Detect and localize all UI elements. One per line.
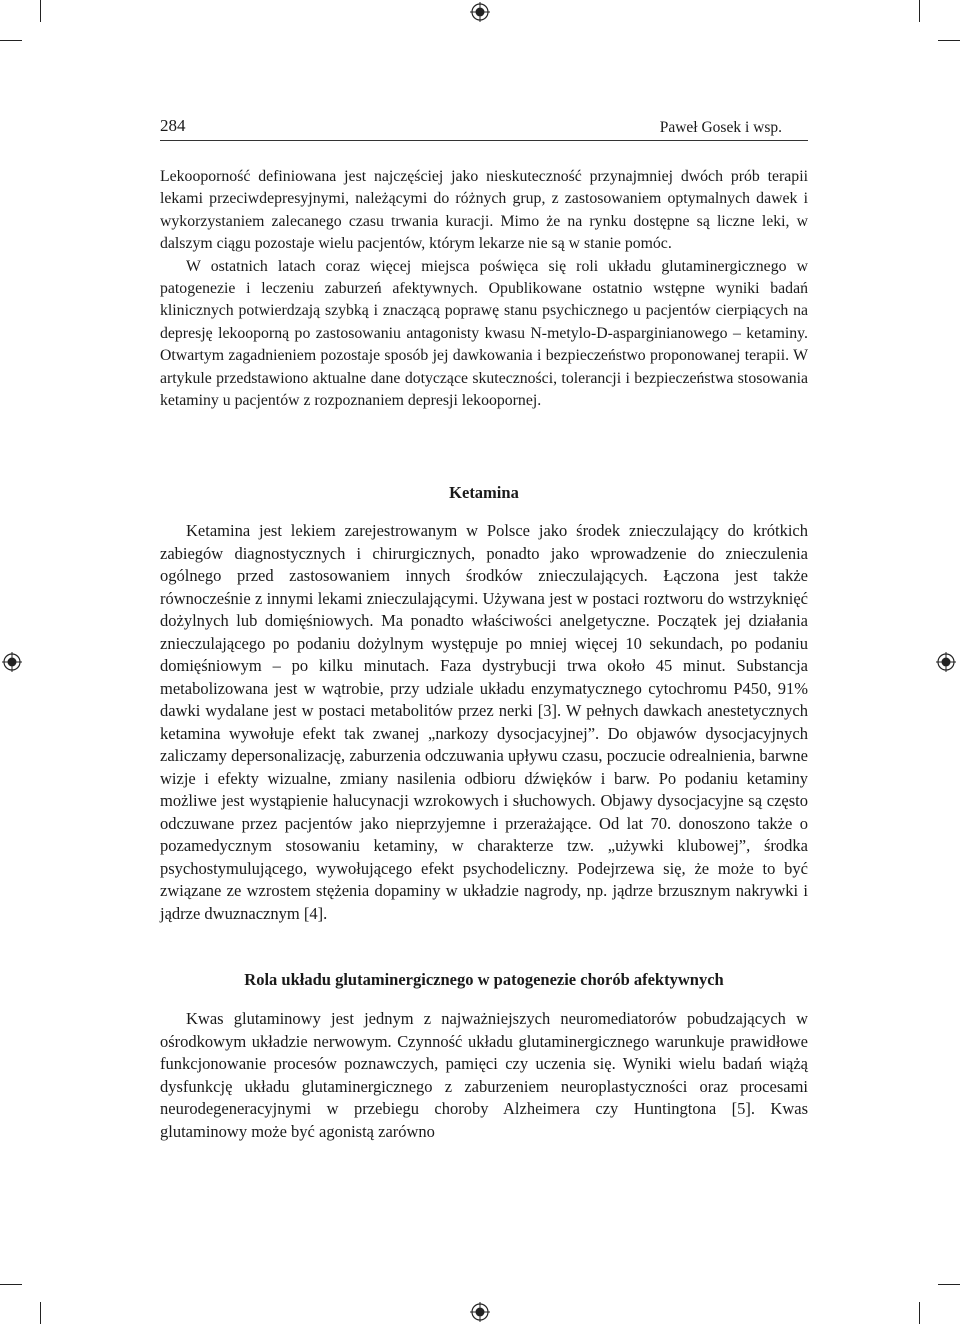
abstract-paragraph: W ostatnich latach coraz więcej miejsca poświęca się roli układu glutaminergicznego w patogenezie i leczeniu zaburzeń afektywnych. Opublikowane ostatnio wstępne wyniki badań klinicznych potwierdzają szybką i znaczącą poprawę stanu psychicznego u pacjentów cierpiących na depresję lekooporną po zastosowaniu antagonisty kwasu N-metylo-D-asparginianowego – ketaminy. Otwartym zagadnieniem pozostaje sposób jej dawkowania i bezpieczeństwo proponowanej terapii. W artykule przedstawiono aktualne dane dotyczące skuteczności, tolerancji i bezpieczeństwa stosowania ketaminy u pacjentów z rozpoznaniem depresji lekoopornej. xyxy=(160,257,808,410)
page-header xyxy=(160,116,808,141)
crop-mark-top-right-h xyxy=(938,40,960,41)
registration-mark-icon xyxy=(470,2,490,22)
crop-mark-bottom-left xyxy=(40,1302,41,1324)
crop-mark-top-left xyxy=(40,0,41,22)
registration-mark-icon xyxy=(2,652,22,672)
running-head: Paweł Gosek i wsp. xyxy=(659,119,782,136)
abstract-paragraph: Lekooporność definiowana jest najczęściej jako nieskuteczność przynajmniej dwóch prób terapii lekami przeciwdepresyjnymi, należącymi do różnych grup, z zastosowaniem optymalnych dawek i wykorzystaniem zalecanego czasu trwania kuracji. Mimo że na rynku dostępne są liczne leki, w dalszym ciągu pozostaje wielu pacjentów, którym lekarze nie są w stanie pomóc. xyxy=(160,168,808,253)
page-number: 284 xyxy=(160,116,186,135)
crop-mark-top-left-h xyxy=(0,40,22,41)
crop-mark-bottom-right xyxy=(919,1302,920,1324)
abstract xyxy=(160,166,808,412)
crop-mark-bottom-right-h xyxy=(938,1284,960,1285)
crop-mark-bottom-left-h xyxy=(0,1284,22,1285)
section-body-glutamate xyxy=(160,1008,808,1143)
body-paragraph: Ketamina jest lekiem zarejestrowanym w Polsce jako środek znieczulający do krótkich zabiegów diagnostycznych i chirurgicznych, ponadto jako wprowadzenie do znieczulenia ogólnego przed zastosowaniem innych środków znieczulających. Łączona jest także równocześnie z innymi lekami znieczulającymi. Używana jest w postaci roztworu do wstrzyknięć dożylnych lub domięśniowych. Ma ponadto właściwości anelgetyczne. Początek jej działania znieczulającego po podaniu dożylnym występuje po mniej więcej 10 sekundach, po podaniu domięśniowym – po kilku minutach. Faza dystrybucji trwa około 45 minut. Substancja metabolizowana jest w wątrobie, przy udziale układu enzymatycznego cytochromu P450, 91% dawki wydalane jest w postaci metabolitów przez nerki [3]. W pełnych dawkach anestetycznych ketamina wywołuje efekt tak zwanej „narkozy dysocjacyjnej”. Do objawów dysocjacyjnych zaliczamy depersonalizację, zaburzenia odczuwania upływu czasu, poczucie odrealnienia, barwne wizje i efekty wizualne, zmiany nasilenia odbioru dźwięków i barw. Po podaniu ketaminy możliwe jest wystąpienie halucynacji wzrokowych i słuchowych. Objawy dysocjacyjne są często odczuwane przez pacjentów jako nieprzyjemne i przerażające. Od lat 70. donoszono także o pozamedycznym stosowaniu ketaminy, w charakterze tzw. „używki klubowej”, środka psychostymulującego, wywołującego efekt psychodeliczny. Podejrzewa się, że może to być związane ze wzrostem stężenia dopaminy w układzie nagrody, np. jądrze brzusznym nakrywki i jądrze dwuznacznym [4]. xyxy=(160,521,808,923)
registration-mark-icon xyxy=(470,1302,490,1322)
section-body-ketamina xyxy=(160,520,808,925)
crop-mark-top-right xyxy=(919,0,920,22)
body-paragraph: Kwas glutaminowy jest jednym z najważniejszych neuromediatorów pobudzających w ośrodkowym układzie nerwowym. Czynność układu glutaminergicznego warunkuje prawidłowe funkcjonowanie procesów poznawczych, pamięci czy uczenia się. Wyniki wielu badań wiążą dysfunkcję układu glutaminergicznego z zaburzeniem neuroplastyczności oraz procesami neurodegeneracyjnymi w przebiegu choroby Alzheimera czy Huntingtona [5]. Kwas glutaminowy może być agonistą zarówno xyxy=(160,1009,808,1141)
section-heading-ketamina: Ketamina xyxy=(449,483,519,502)
section-heading-glutamate: Rola układu glutaminergicznego w patogenezie chorób afektywnych xyxy=(244,970,724,989)
registration-mark-icon xyxy=(936,652,956,672)
